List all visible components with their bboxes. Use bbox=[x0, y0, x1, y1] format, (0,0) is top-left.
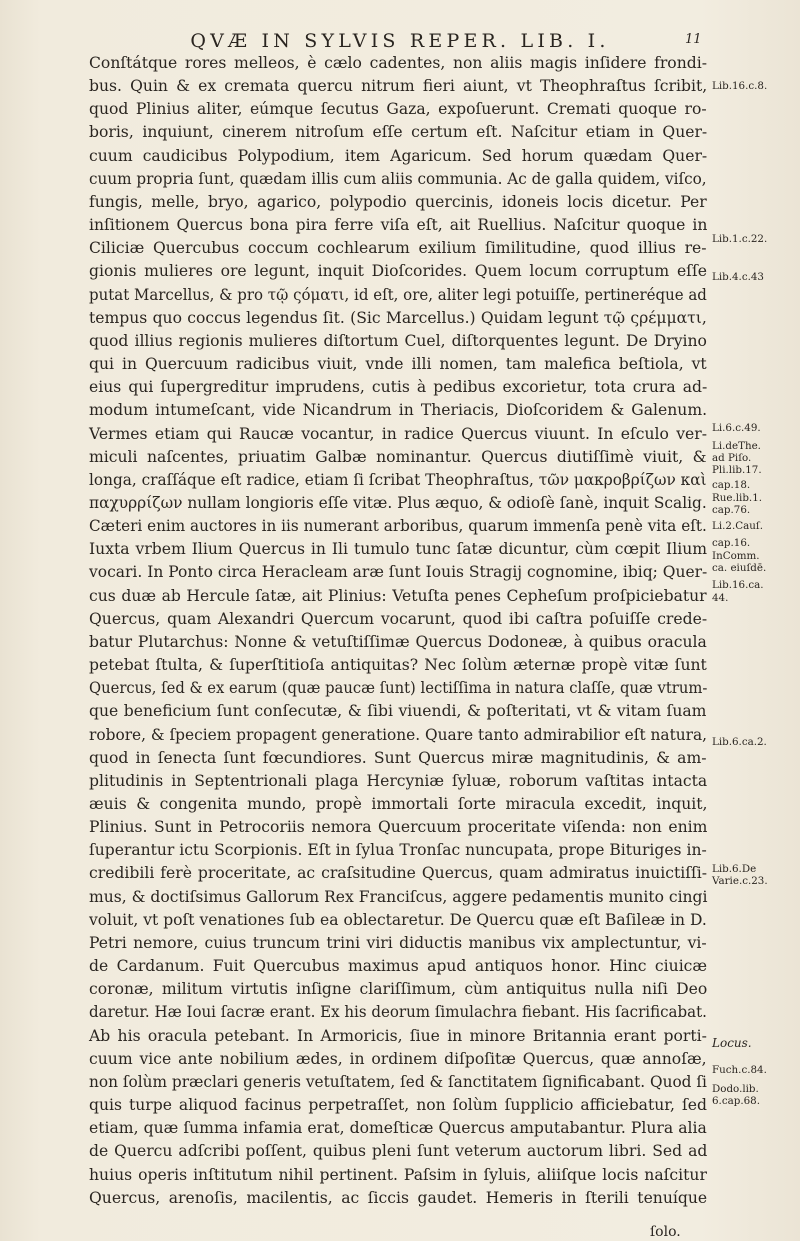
margin-note: Fuch.c.84. bbox=[712, 1064, 767, 1076]
margin-note: Li.2.Cauſ. bbox=[712, 520, 763, 532]
margin-note: Li.6.c.49. bbox=[712, 422, 761, 434]
page-number: 11 bbox=[685, 32, 702, 47]
margin-note: 6.cap.68. bbox=[712, 1095, 760, 1107]
text-line: eius qui ſupergreditur imprudens, cutis à pedibus excorietur, tota crura ad- bbox=[89, 378, 708, 397]
text-line: fungis, melle, bryo, agarico, polypodio quercinis, idoneis locis dicetur. Per bbox=[89, 192, 707, 211]
text-line: Quercus, quam Alexandri Quercum vocarunt, quod ibi caſtra poſuiſſe crede- bbox=[89, 609, 708, 628]
text-line: gionis mulieres ore legunt, inquit Dioſcorides. Quem locum corruptum eſſe bbox=[89, 262, 707, 281]
margin-note: cap.18. bbox=[712, 479, 751, 491]
margin-note: ca. eiuſdē. bbox=[712, 562, 767, 574]
text-line: longa, craſſáque eſt radice, etiam ſi ſcribat Theophraſtus, τῶν μακροβρίζων καὶ bbox=[89, 470, 707, 489]
text-line: de Cardanum. Fuit Quercubus maximus apud antiquos honor. Hinc ciuicæ bbox=[89, 957, 708, 976]
text-line: ſuperantur ictu Scorpionis. Eſt in ſylua Tronſac nuncupata, prope Bituriges in- bbox=[89, 841, 707, 860]
text-line: Quercus, ſed & ex earum (quæ paucæ ſunt) lectiſſima in natura claſſe, quæ vtrum- bbox=[89, 679, 708, 698]
text-line: miculi naſcentes, priuatim Galbæ nominantur. Quercus diutiſſimè viuit, & bbox=[89, 447, 707, 466]
text-line: credibili ferè proceritate, ac craſsitudine Quercus, quam admiratus inuictiſſi- bbox=[89, 864, 708, 883]
text-line: robore, & ſpeciem propagent generatione. Quare tanto admirabilior eſt natura, bbox=[89, 725, 708, 744]
margin-note: Lib.6.De bbox=[712, 863, 757, 875]
text-line: quis turpe aliquod facinus perpetraſſet, non ſolùm ſupplicio afficiebatur, ſed bbox=[89, 1096, 707, 1115]
text-line: Iuxta vrbem Ilium Quercus in Ili tumulo tunc ſatæ dicuntur, cùm cœpit Ilium bbox=[89, 540, 708, 559]
margin-note: Pli.lib.17. bbox=[712, 464, 762, 476]
text-line: putat Marcellus, & pro τῷ ςόματι, id eſt, ore, aliter legi potuiſſe, pertineréque ad bbox=[89, 285, 707, 304]
text-line: huius operis inſtitutum nihil pertinent. Paſsim in ſyluis, aliiſque locis naſcitur bbox=[89, 1165, 707, 1184]
text-line: quod illius regionis mulieres diſtortum Cuel, diſtorquentes legunt. De Dryino bbox=[89, 331, 707, 350]
margin-note: Lib.1.c.22. bbox=[712, 233, 768, 245]
text-line: plitudinis in Septentrionali plaga Hercyniæ ſyluæ, roborum vaſtitas intacta bbox=[89, 771, 708, 790]
text-line: de Quercu adſcribi poſſent, quibus pleni ſunt veterum auctorum libri. Sed ad bbox=[89, 1142, 708, 1161]
text-line: vocari. In Ponto circa Heracleam aræ ſunt Iouis Stragij cognomine, ibiq; Quer- bbox=[89, 563, 708, 582]
text-line: quod in ſenecta ſunt fœcundiores. Sunt Quercus miræ magnitudinis, & am- bbox=[89, 748, 707, 767]
margin-note: Rue.lib.1. bbox=[712, 492, 763, 504]
body-text bbox=[89, 52, 707, 1210]
text-line: boris, inquiunt, cinerem nitroſum eſſe certum eſt. Naſcitur etiam in Quer- bbox=[89, 123, 708, 142]
text-line: non ſolùm præclari generis vetuſtatem, ſed & ſanctitatem ſignificabant. Quod ſi bbox=[89, 1072, 707, 1091]
margin-note: Varie.c.23. bbox=[712, 875, 768, 887]
text-line: petebat ſtulta, & ſuperſtitioſa antiquitas? Nec ſolùm æternæ propè vitæ ſunt bbox=[89, 656, 707, 675]
text-line: cuum vice ante nobilium ædes, in ordinem diſpoſitæ Quercus, quæ annoſæ, bbox=[89, 1049, 707, 1068]
text-line: quod Plinius aliter, eúmque ſecutus Gaza, expoſuerunt. Cremati quoque ro- bbox=[89, 100, 707, 119]
margin-note: Dodo.lib. bbox=[712, 1083, 759, 1095]
text-line: Cæteri enim auctores in iis numerant arboribus, quarum immenſa penè vita eſt. bbox=[89, 517, 707, 536]
text-line: cus duæ ab Hercule ſatæ, ait Plinius: Vetuſta penes Cepheſum proſpiciebatur bbox=[89, 586, 707, 605]
catchword: ſolo. bbox=[650, 1224, 681, 1240]
text-line: æuis & congenita mundo, propè immortali ſorte miracula excedit, inquit, bbox=[89, 795, 708, 813]
text-line: παχυρρίζων nullam longioris eſſe vitæ. Plus æquo, & odioſè ſanè, inquit Scalig. bbox=[89, 493, 707, 512]
text-line: que beneficium ſunt conſecutæ, & ſibi viuendi, & poſteritati, vt & vitam ſuam bbox=[89, 702, 707, 721]
text-line: voluit, vt poſt venationes ſub ea oblectaretur. De Quercu quæ eſt Baſileæ in D. bbox=[89, 910, 707, 929]
text-line: tempus quo coccus legendus ſit. (Sic Marcellus.) Quidam legunt τῷ ςρέμματι, bbox=[89, 308, 707, 327]
text-line: Plinius. Sunt in Petrocoriis nemora Quercuum proceritate viſenda: non enim bbox=[89, 818, 708, 837]
text-line: daretur. Hæ Ioui ſacræ erant. Ex his deorum ſimulachra fiebant. His ſacrificabat. bbox=[89, 1003, 707, 1022]
text-line: bus. Quin & ex cremata quercu nitrum fieri aiunt, vt Theophraſtus ſcribit, bbox=[89, 77, 708, 96]
text-line: batur Plutarchus: Nonne & vetuſtiſſimæ Quercus Dodoneæ, à quibus oracula bbox=[89, 632, 707, 651]
text-line: Conſtátque rores melleos, è cælo cadentes, non aliis magis inſidere frondi- bbox=[89, 54, 707, 72]
margin-note: Lib.16.c.8. bbox=[712, 80, 768, 92]
text-line: Petri nemore, cuius truncum trini viri diductis manibus vix amplectuntur, vi- bbox=[89, 933, 707, 952]
text-line: mus, & doctiſsimus Gallorum Rex Franciſcus, aggere pedamentis munito cingi bbox=[89, 887, 708, 906]
text-line: qui in Quercuum radicibus viuit, vnde illi nomen, tam malefica beſtiola, vt bbox=[89, 355, 707, 374]
text-line: Ab his oracula petebant. In Armoricis, ſiue in minore Britannia erant porti- bbox=[89, 1026, 707, 1045]
margin-note: ad Piſo. bbox=[712, 452, 752, 464]
margin-note: cap.76. bbox=[712, 504, 751, 516]
text-line: Quercus, arenoſis, macilentis, ac ſiccis gaudet. Hemeris in ſterili tenuíque bbox=[89, 1188, 708, 1207]
margin-note: InComm. bbox=[712, 550, 760, 562]
text-line: Vermes etiam qui Raucæ vocantur, in radice Quercus viuunt. In eſculo ver- bbox=[89, 424, 707, 443]
running-head: QVÆ IN SYLVIS REPER. LIB. I. bbox=[190, 30, 610, 52]
margin-note: 44. bbox=[712, 592, 729, 604]
margin-note: Lib.4.c.43 bbox=[712, 271, 764, 283]
text-line: coronæ, militum virtutis inſigne clariſſimum, cùm antiquitus nulla niſi Deo bbox=[89, 980, 708, 999]
margin-note: Lib.16.ca. bbox=[712, 579, 764, 591]
text-line: etiam, quæ ſumma infamia erat, domeſticæ Quercus amputabantur. Plura alia bbox=[89, 1119, 707, 1138]
margin-note: Locus. bbox=[712, 1036, 752, 1050]
margin-note: Li.deThe. bbox=[712, 440, 761, 452]
margin-note: cap.16. bbox=[712, 537, 751, 549]
text-line: cuum caudicibus Polypodium, item Agaricum. Sed horum quædam Quer- bbox=[89, 146, 708, 165]
text-line: Ciliciæ Quercubus coccum cochlearum exilium ſimilitudine, quod illius re- bbox=[89, 239, 707, 258]
text-line: modum intumeſcant, vide Nicandrum in Theriacis, Dioſcoridem & Galenum. bbox=[89, 401, 708, 420]
text-line: cuum propria ſunt, quædam illis cum aliis communia. Ac de galla quidem, viſco, bbox=[89, 169, 707, 188]
margin-note: Lib.6.ca.2. bbox=[712, 736, 767, 748]
text-line: inſitionem Quercus bona pira ferre viſa eſt, ait Ruellius. Naſcitur quoque in bbox=[89, 216, 708, 235]
